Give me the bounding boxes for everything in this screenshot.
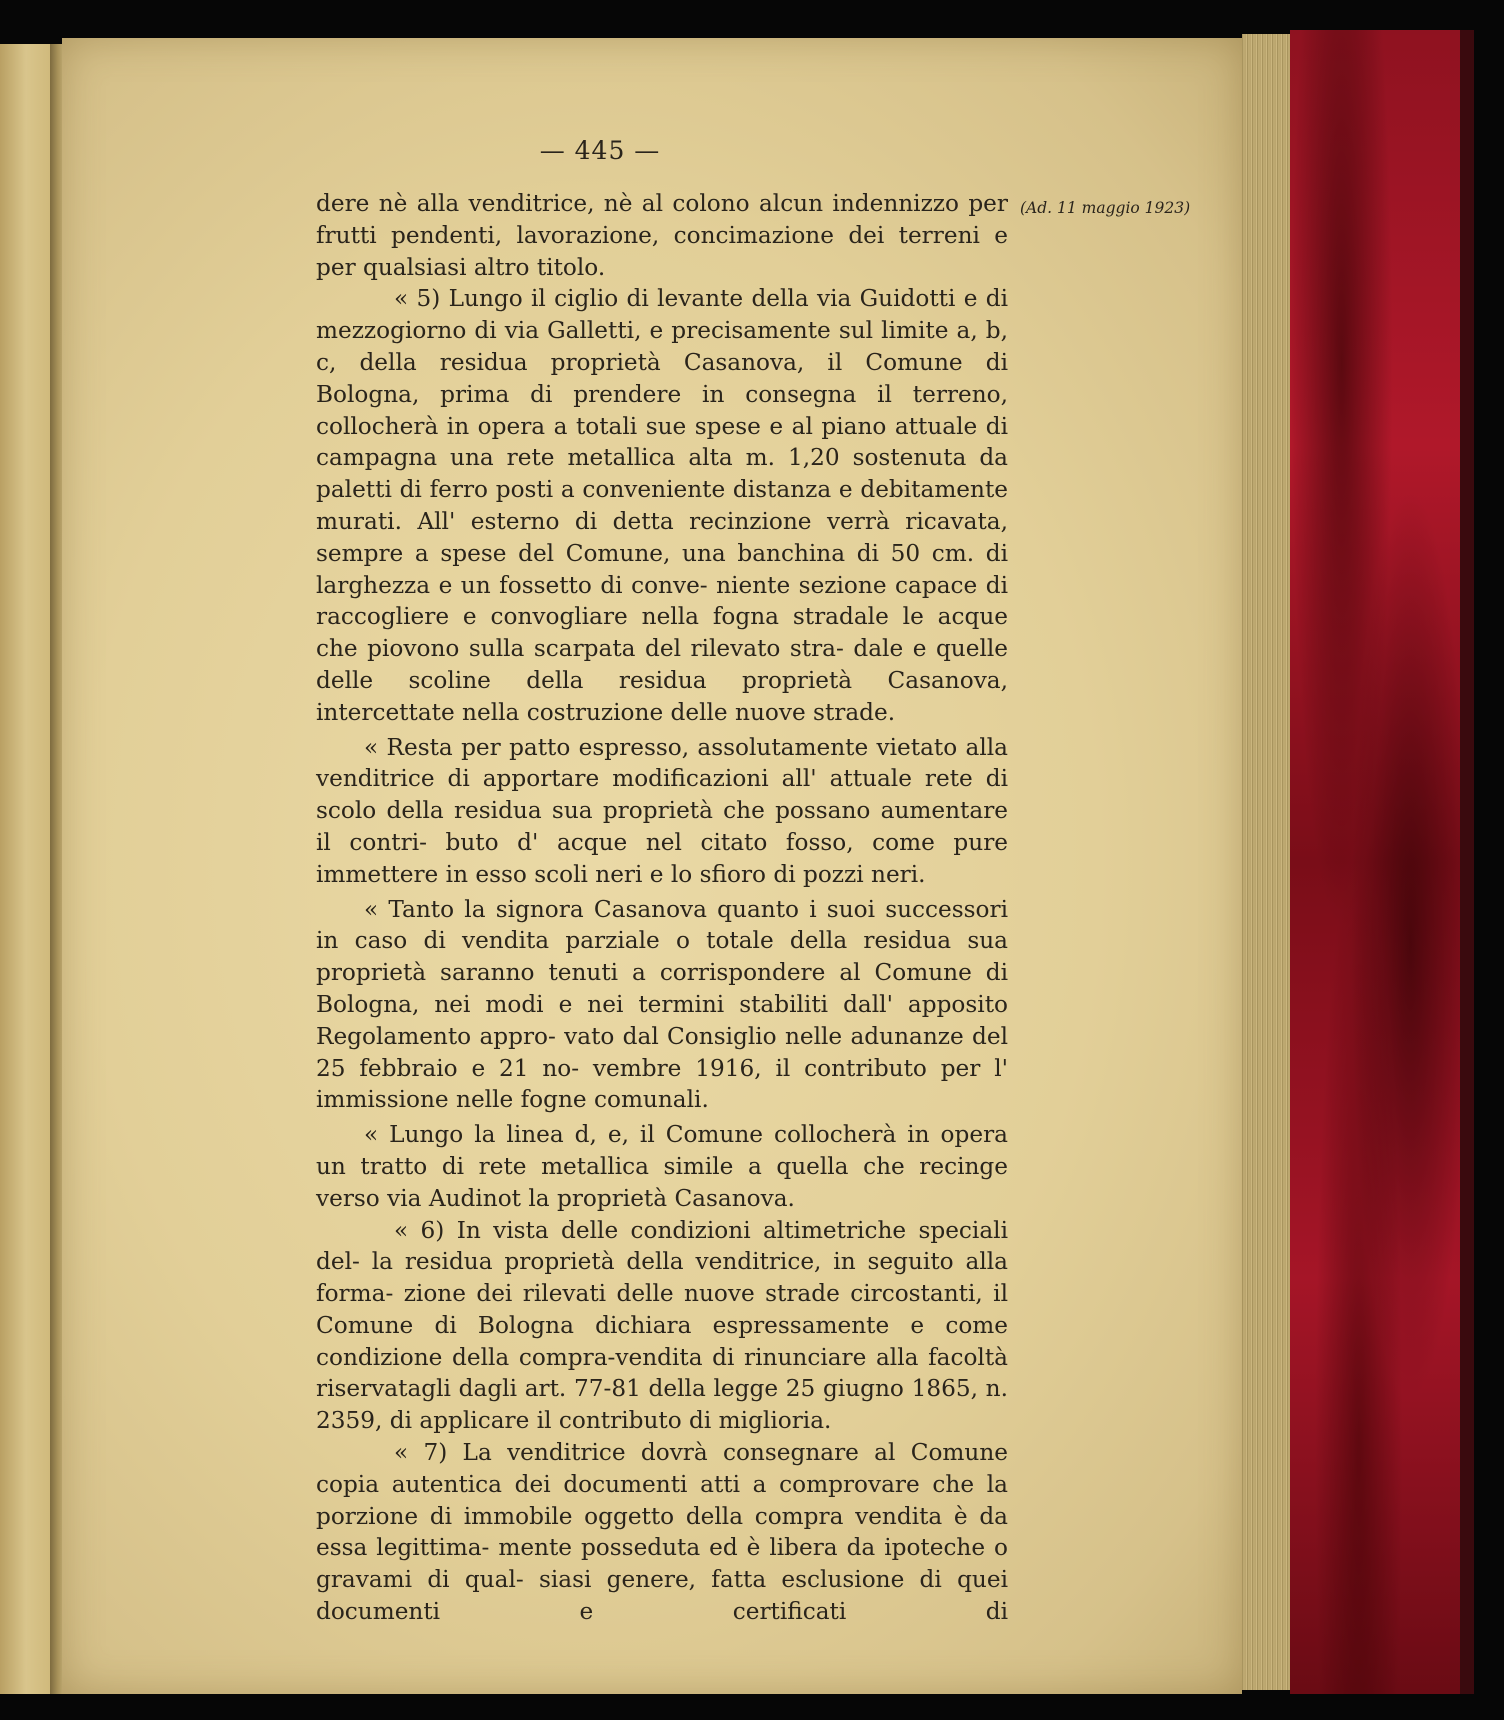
marbled-cover	[1290, 30, 1462, 1694]
paragraph-drainage-prohibition: « Resta per patto espresso, assolutamente vietato alla venditrice di apportare modificazioni all' attuale rete di scolo della residua sua proprietà che possano aumentare il contri- buto d' acque nel citato fosso, come pure immettere in esso scoli neri e lo sfioro di pozzi neri.	[316, 733, 1008, 888]
paragraph-clause-6: « 6) In vista delle condizioni altimetriche speciali del- la residua proprietà della venditrice, in seguito alla forma- zione dei rilevati delle nuove strade circostanti, il Comune di Bologna dichiara espressamente e come condizione della compra-vendita di rinunciare alla facoltà riservatagli dagli art. 77-81 della legge 25 giugno 1865, n. 2359, di applicare il contributo di miglioria.	[316, 1216, 1008, 1435]
margin-note: (Ad. 11 maggio 1923)	[1020, 199, 1191, 217]
paragraph-clause-5: « 5) Lungo il ciglio di levante della via Guidotti e di mezzogiorno di via Galletti, e precisamente sul limite a, b, c, della residua proprietà Casanova, il Comune di Bologna, prima di prendere in consegna il terreno, collocherà in opera a totali sue spese e al piano attuale di campagna una rete metallica alta m. 1,20 sostenuta da paletti di ferro posti a conveniente distanza e debitamente murati. All' esterno di detta recinzione verrà ricavata, sempre a spese del Comune, una banchina di 50 cm. di larghezza e un fossetto di conve- niente sezione capace di raccogliere e convogliare nella fogna stradale le acque che piovono sulla scarpata del rilevato stra- dale e quelle delle scoline della residua proprietà Casanova, intercettate nella costruzione delle nuove strade.	[316, 285, 1008, 726]
paragraph-sewer-contribution: « Tanto la signora Casanova quanto i suoi successori in caso di vendita parziale o totale della residua sua proprietà saranno tenuti a corrispondere al Comune di Bologna, nei modi e nei termini stabiliti dall' apposito Regolamento appro- vato dal Consiglio nelle adunanze del 25 febbraio e 21 no- vembre 1916, il contributo per l' immissione nelle fogne comunali.	[316, 895, 1008, 1114]
page-number: — 445 —	[539, 136, 661, 165]
cover-edge	[1460, 30, 1474, 1694]
paragraph-clause-7: « 7) La venditrice dovrà consegnare al Comune copia autentica dei documenti atti a comprovare che la porzione di immobile oggetto della compra vendita è da essa legittima- mente posseduta ed è libera da ipoteche o gravami di qual- siasi genere, fatta esclusione di quei documenti e certificati di	[316, 1439, 1008, 1626]
page-stack-edges	[1242, 34, 1290, 1690]
paragraph-continuation: dere nè alla venditrice, nè al colono alcun indennizzo per frutti pendenti, lavorazione, concimazione dei terreni e per qualsiasi altro titolo.	[316, 190, 1008, 281]
body-text	[316, 188, 1008, 1628]
paragraph-fence-line: « Lungo la linea d, e, il Comune collocherà in opera un tratto di rete metallica simile a quella che recinge verso via Audinot la proprietà Casanova.	[316, 1121, 1008, 1212]
